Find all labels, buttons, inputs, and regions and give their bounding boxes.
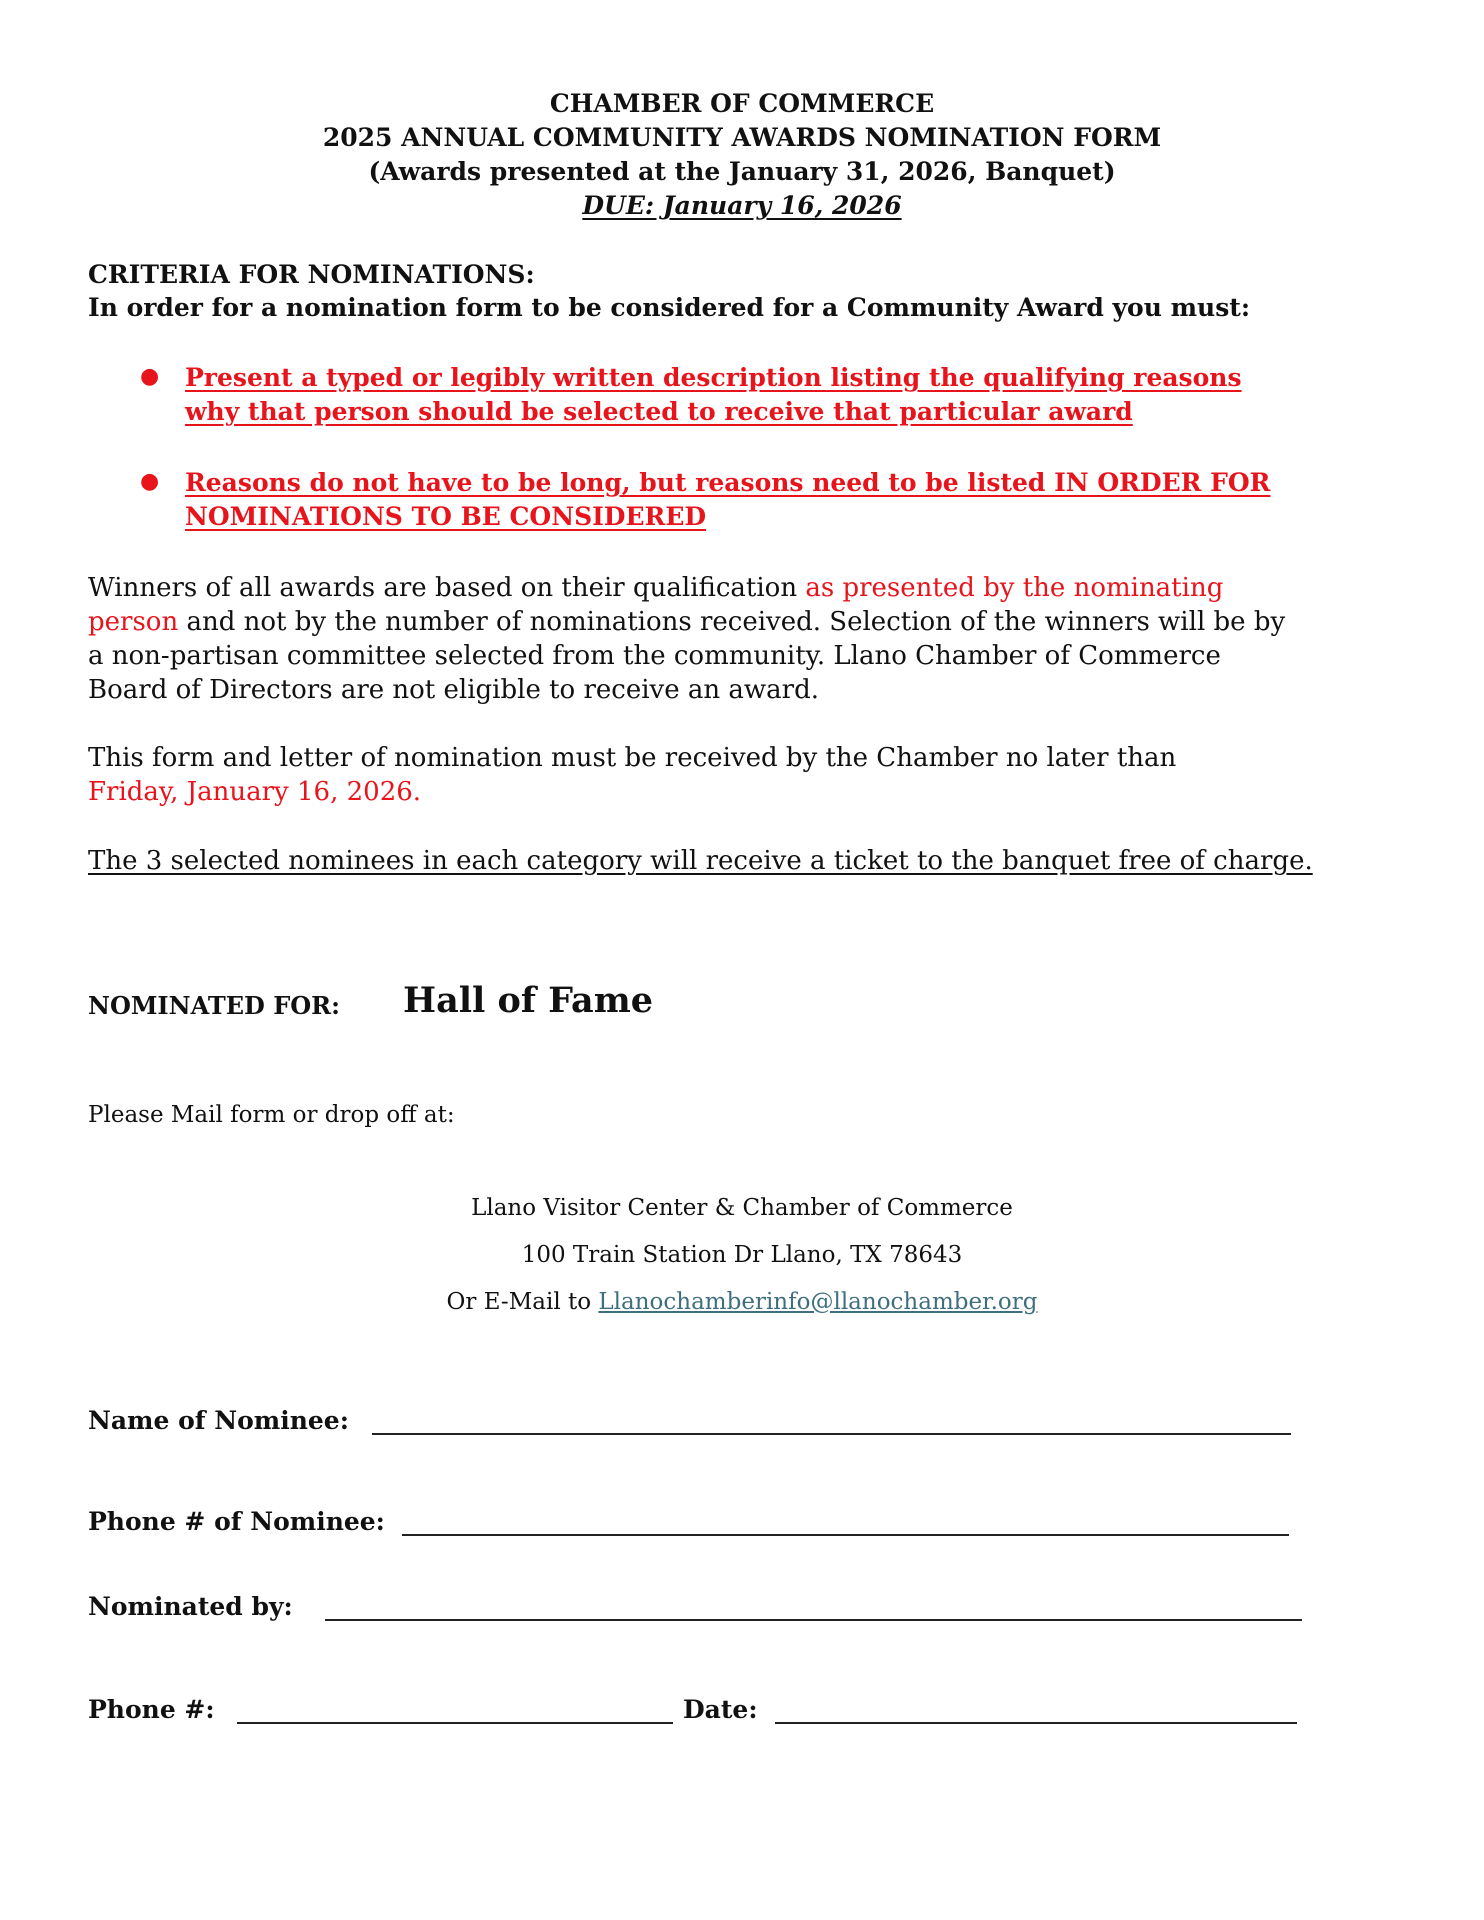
email-line — [0, 1289, 1484, 1315]
award-category: Hall of Fame — [403, 980, 654, 1021]
deadline-date: Friday, January 16, 2026. — [88, 777, 422, 807]
criteria-bullet-2-line-2: NOMINATIONS TO BE CONSIDERED — [185, 502, 707, 531]
banquet-note: (Awards presented at the January 31, 2026, Banquet) — [368, 157, 1116, 186]
nominated-by-label: Nominated by: — [88, 1592, 293, 1621]
bullet-icon: ● — [140, 469, 160, 494]
due-date — [0, 189, 1484, 223]
due-date-text: DUE: January 16, 2026 — [582, 191, 902, 220]
org-name: Llano Visitor Center & Chamber of Commerce — [471, 1195, 1013, 1221]
phone-of-nominee-label: Phone # of Nominee: — [88, 1507, 385, 1536]
highlight-text: as presented by the nominating — [805, 573, 1224, 603]
nominated-for-label: NOMINATED FOR: — [88, 991, 340, 1020]
criteria-intro: In order for a nomination form to be considered for a Community Award you must: — [88, 293, 1251, 322]
email-prefix: Or E-Mail to — [446, 1289, 599, 1315]
winners-paragraph-line-3: a non-partisan committee selected from the community. Llano Chamber of Commerce — [88, 641, 1221, 671]
nominated-by-field[interactable] — [325, 1619, 1302, 1621]
winners-paragraph-line-1 — [88, 571, 1223, 605]
criteria-bullet-1-line-2: why that person should be selected to receive that particular award — [185, 397, 1133, 426]
criteria-bullet-1-line-1: Present a typed or legibly written description listing the qualifying reasons — [185, 363, 1242, 392]
phone-field[interactable] — [237, 1722, 673, 1724]
name-of-nominee-field[interactable] — [372, 1433, 1291, 1435]
form-title: 2025 ANNUAL COMMUNITY AWARDS NOMINATION FORM — [322, 123, 1162, 152]
text: and not by the number of nominations received. Selection of the winners will be by — [178, 607, 1286, 637]
date-field[interactable] — [775, 1722, 1297, 1724]
criteria-bullet-2-line-1: Reasons do not have to be long, but reasons need to be listed IN ORDER FOR — [185, 468, 1271, 497]
deadline-paragraph-line-1: This form and letter of nomination must be received by the Chamber no later than — [88, 743, 1177, 773]
phone-of-nominee-field[interactable] — [402, 1534, 1289, 1536]
date-label: Date: — [683, 1695, 758, 1724]
phone-label: Phone #: — [88, 1695, 215, 1724]
highlight-text: person — [88, 607, 179, 637]
mail-instruction: Please Mail form or drop off at: — [88, 1102, 455, 1128]
org-title: CHAMBER OF COMMERCE — [549, 89, 935, 118]
winners-paragraph-line-2 — [88, 605, 1285, 639]
text: Winners of all awards are based on their qualification — [88, 573, 806, 603]
org-address: 100 Train Station Dr Llano, TX 78643 — [521, 1242, 963, 1268]
bullet-icon: ● — [140, 364, 160, 389]
email-link[interactable]: Llanochamberinfo@llanochamber.org — [598, 1289, 1038, 1315]
ticket-note: The 3 selected nominees in each category will receive a ticket to the banquet free of charge. — [88, 846, 1313, 876]
name-of-nominee-label: Name of Nominee: — [88, 1406, 349, 1435]
criteria-heading: CRITERIA FOR NOMINATIONS: — [88, 260, 535, 289]
winners-paragraph-line-4: Board of Directors are not eligible to receive an award. — [88, 675, 819, 705]
